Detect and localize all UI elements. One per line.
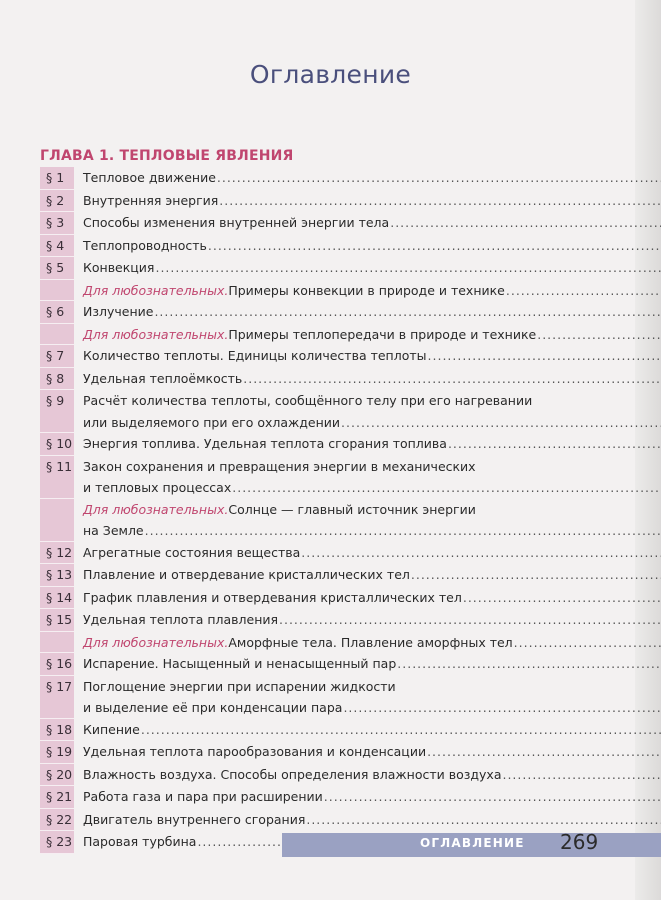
entry-title: Плавление и отвердевание кристаллических тел [83,567,410,582]
dot-leader [155,257,661,279]
dot-leader [145,520,661,542]
section-number: § 9 [40,390,74,433]
section-number: § 23 [40,831,74,854]
dot-leader [427,741,661,763]
entry-title-line: Поглощение энергии при испарении жидкости [83,678,396,694]
entry-body [74,324,661,346]
entry-body [74,542,661,565]
curiosity-label: Для любознательных. [83,634,229,650]
entry-title: Удельная теплота плавления [83,612,279,627]
entry-title-line: Закон сохранения и превращения энергии в механических [83,458,476,474]
curiosity-label: Для любознательных. [83,326,229,342]
entry-title-line: Солнце — главный источник энергии [228,501,476,517]
toc-entry[interactable] [40,587,596,610]
dot-leader [217,167,661,189]
entry-title: Теплопроводность [83,237,207,253]
dot-leader [506,280,661,302]
dot-leader [397,653,661,675]
section-number: § 18 [40,719,74,742]
entry-title: Тепловое движение [83,170,216,185]
section-number: § 2 [40,190,74,213]
entry-body [74,564,661,587]
section-number [40,632,74,654]
entry-body [74,190,661,213]
toc-entry[interactable] [40,764,596,787]
entry-body [74,167,661,190]
dot-leader [301,542,661,564]
toc-entry[interactable] [40,499,596,542]
entry-title: Двигатель внутреннего сгорания [83,811,306,827]
entry-body [74,499,661,542]
toc-entry[interactable] [40,368,596,391]
dot-leader [279,609,661,631]
dot-leader [463,587,661,609]
toc-entry[interactable] [40,301,596,324]
entry-title: Примеры конвекции в природе и технике [228,282,505,298]
toc-entry[interactable] [40,632,596,654]
entry-title: Паровая турбина [83,834,197,849]
dot-leader [306,809,661,831]
entry-title: и тепловых процессах [83,480,232,495]
section-number [40,280,74,302]
toc-entry[interactable] [40,190,596,213]
entry-title: Количество теплоты. Единицы количества теплоты [83,348,427,363]
section-number: § 8 [40,368,74,391]
dot-leader [514,632,661,654]
footer-section-label: ОГЛАВЛЕНИЕ [420,836,525,850]
toc-entry[interactable] [40,433,596,456]
dot-leader [411,564,661,586]
section-number: § 12 [40,542,74,565]
entry-title: Работа газа и пара при расширении [83,789,323,804]
toc-entry[interactable] [40,809,596,832]
entry-body [74,301,661,324]
entry-body [74,433,661,456]
entry-title: Примеры теплопередачи в природе и технике [228,326,537,342]
entry-body [74,280,661,302]
entry-body [74,719,661,742]
chapter-heading: ГЛАВА 1. ТЕПЛОВЫЕ ЯВЛЕНИЯ [40,148,294,164]
entry-body [74,676,661,719]
section-number: § 22 [40,809,74,832]
section-number: § 1 [40,167,74,190]
section-number: § 21 [40,786,74,809]
entry-title: и выделение её при конденсации пара [83,700,343,715]
toc-entry[interactable] [40,257,596,280]
entry-body [74,390,661,433]
section-number: § 3 [40,212,74,235]
entry-body [74,609,661,632]
entry-title: Конвекция [83,260,155,275]
toc-entry[interactable] [40,212,596,235]
entry-title-line: Расчёт количества теплоты, сообщённого телу при его нагревании [83,393,533,408]
section-number: § 11 [40,456,74,499]
entry-body [74,456,661,499]
entry-title: Влажность воздуха. Способы определения влажности воздуха [83,766,502,782]
entry-title: Кипение [83,721,140,737]
entry-body [74,257,661,280]
dot-leader [154,301,661,323]
section-number: § 14 [40,587,74,610]
entry-body [74,235,661,258]
dot-leader [219,190,661,212]
entry-body [74,809,661,832]
dot-leader [448,433,661,455]
toc-entry[interactable] [40,280,596,302]
section-number [40,499,74,542]
toc-entry[interactable] [40,167,596,190]
entry-body [74,653,661,676]
entry-title: Излучение [83,304,154,319]
toc-entry[interactable] [40,719,596,742]
toc-entry[interactable] [40,456,596,499]
dot-leader [502,764,661,786]
entry-body [74,786,661,809]
section-number: § 16 [40,653,74,676]
curiosity-label: Для любознательных. [83,501,229,517]
entry-title: Агрегатные состояния вещества [83,544,301,560]
entry-title: Удельная теплоёмкость [83,370,243,386]
section-number: § 13 [40,564,74,587]
section-number: § 5 [40,257,74,280]
toc-entry[interactable] [40,235,596,258]
section-number: § 15 [40,609,74,632]
page-number: 269 [560,830,599,854]
dot-leader [343,697,661,719]
section-number: § 4 [40,235,74,258]
dot-leader [428,345,661,367]
dot-leader [208,235,661,257]
toc-entry[interactable] [40,324,596,346]
toc-entry[interactable] [40,653,596,676]
section-number: § 17 [40,676,74,719]
section-number: § 7 [40,345,74,368]
dot-leader [232,477,661,499]
entry-body [74,632,661,654]
dot-leader [243,368,661,390]
dot-leader [390,212,661,234]
section-number: § 19 [40,741,74,764]
entry-body [74,212,661,235]
toc-entry[interactable] [40,609,596,632]
toc-entry[interactable] [40,676,596,719]
toc-entry[interactable] [40,542,596,565]
entry-body [74,368,661,391]
toc-entry[interactable] [40,564,596,587]
entry-title: Энергия топлива. Удельная теплота сгорания топлива [83,436,447,451]
entry-title: График плавления и отвердевания кристаллических тел [83,589,462,605]
dot-leader [341,412,661,434]
table-of-contents [40,167,599,854]
entry-title: на Земле [83,523,144,538]
dot-leader [141,719,661,741]
entry-title: Способы изменения внутренней энергии тела [83,215,390,230]
toc-entry[interactable] [40,741,596,764]
curiosity-label: Для любознательных. [83,282,229,298]
entry-title: Испарение. Насыщенный и ненасыщенный пар [83,656,397,671]
section-number: § 20 [40,764,74,787]
entry-title: Аморфные тела. Плавление аморфных тел [228,634,513,650]
toc-entry[interactable] [40,345,596,368]
entry-title: или выделяемого при его охлаждении [83,414,341,430]
section-number: § 10 [40,433,74,456]
entry-title: Удельная теплота парообразования и конденсации [83,744,427,759]
section-number: § 6 [40,301,74,324]
entry-title: Внутренняя энергия [83,192,219,208]
entry-body [74,587,661,610]
dot-leader [324,786,661,808]
page-title: Оглавление [249,60,412,89]
entry-body [74,345,661,368]
entry-body [74,741,661,764]
toc-entry[interactable] [40,786,596,809]
entry-body [74,764,661,787]
toc-entry[interactable] [40,390,596,433]
dot-leader [537,324,661,346]
section-number [40,324,74,346]
